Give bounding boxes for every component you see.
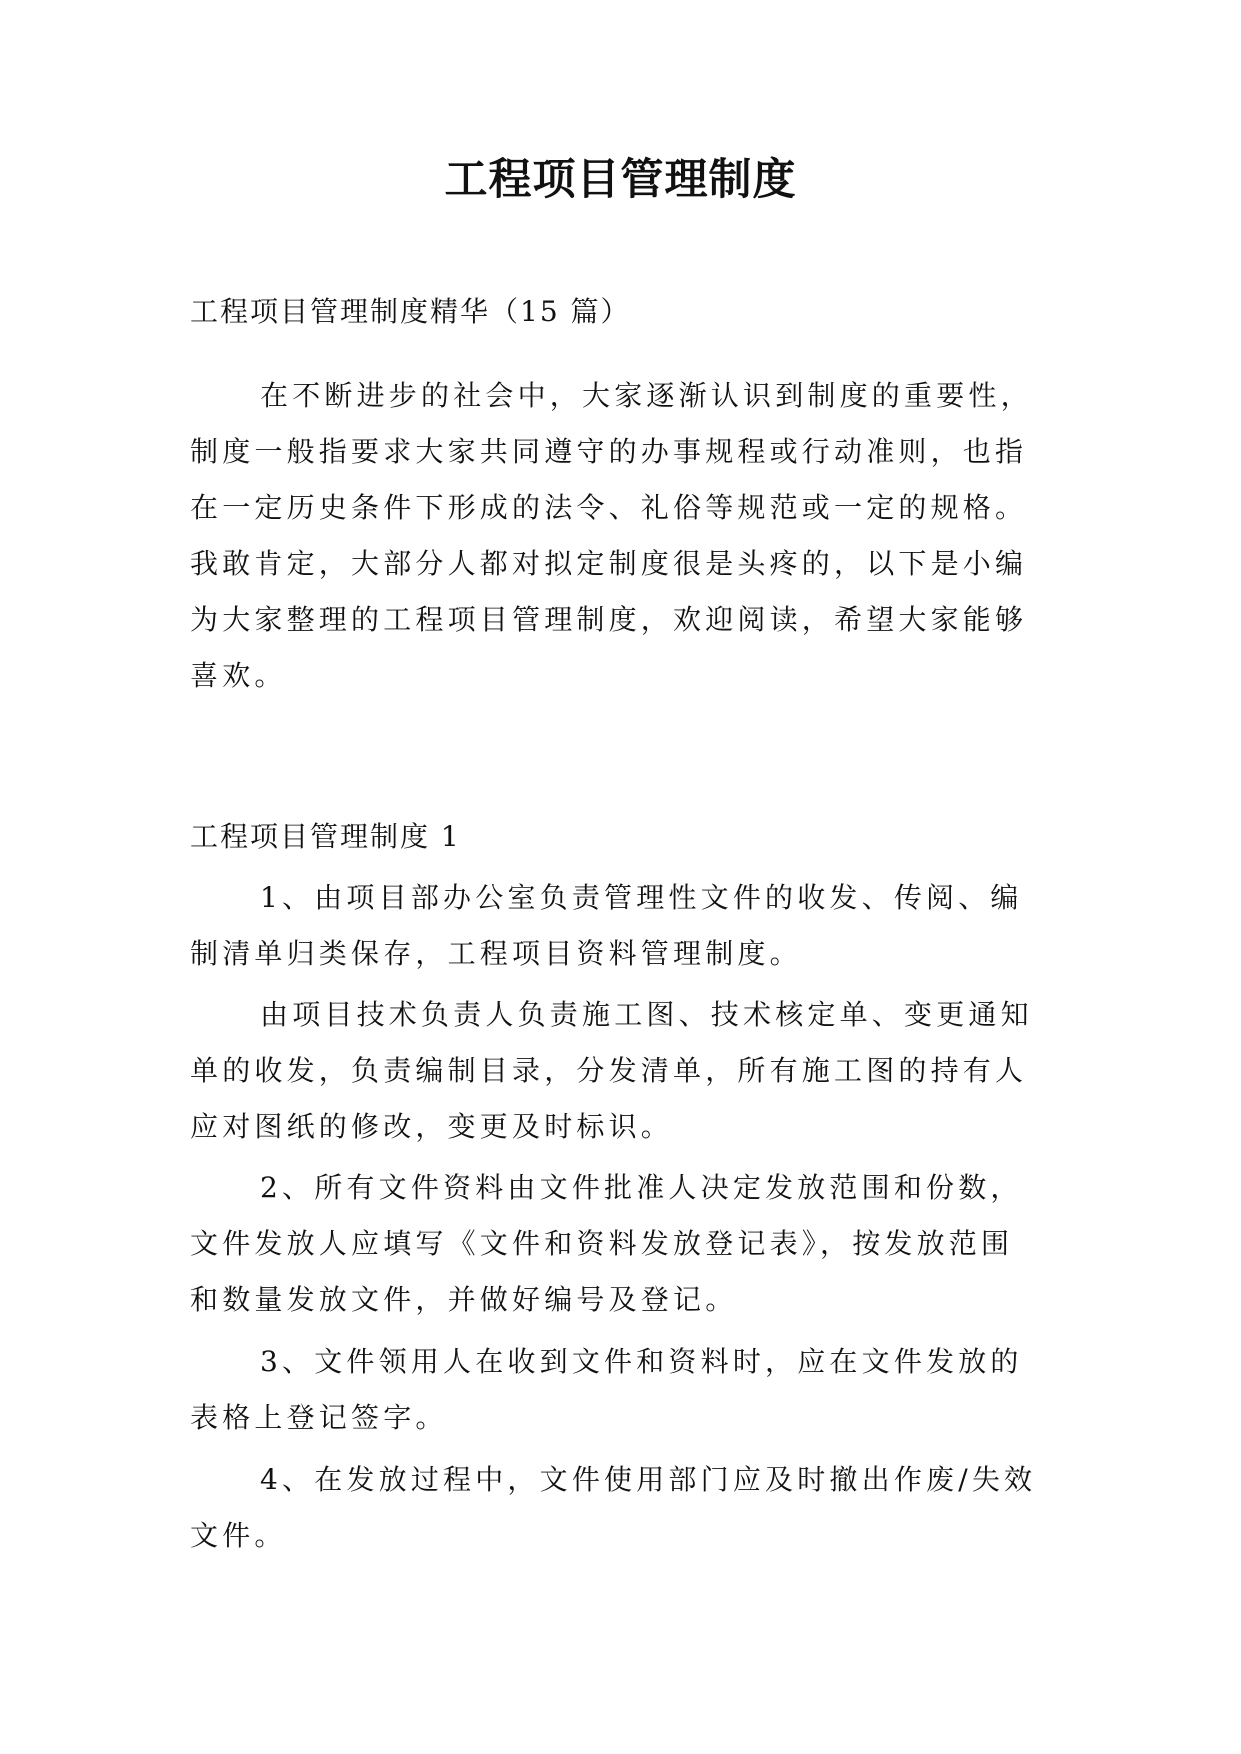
body-line: 表格上登记签字。 (190, 1401, 448, 1434)
body-line: 4、在发放过程中，文件使用部门应及时撤出作废/失效 (260, 1463, 1037, 1496)
body-line: 文件发放人应填写《文件和资料发放登记表》，按发放范围 (190, 1227, 1014, 1260)
body-line: 应对图纸的修改，变更及时标识。 (190, 1110, 674, 1143)
intro-line: 喜欢。 (190, 659, 287, 692)
body-line: 1、由项目部办公室负责管理性文件的收发、传阅、编 (260, 881, 1023, 914)
body-line: 制清单归类保存，工程项目资料管理制度。 (190, 937, 802, 970)
intro-line: 在一定历史条件下形成的法令、礼俗等规范或一定的规格。 (190, 491, 1028, 524)
body-line: 单的收发，负责编制目录，分发清单，所有施工图的持有人 (190, 1054, 1028, 1087)
intro-line: 为大家整理的工程项目管理制度，欢迎阅读，希望大家能够 (190, 603, 1028, 636)
intro-line: 制度一般指要求大家共同遵守的办事规程或行动准则，也指 (190, 435, 1028, 468)
document-title: 工程项目管理制度 (444, 155, 797, 205)
section-heading: 工程项目管理制度 1 (190, 820, 461, 853)
body-line: 3、文件领用人在收到文件和资料时，应在文件发放的 (260, 1345, 1023, 1378)
body-line: 文件。 (190, 1519, 287, 1552)
intro-line: 我敢肯定，大部分人都对拟定制度很是头疼的，以下是小编 (190, 547, 1028, 580)
body-line: 由项目技术负责人负责施工图、技术核定单、变更通知 (260, 998, 1033, 1031)
body-line: 和数量发放文件，并做好编号及登记。 (190, 1283, 738, 1316)
intro-line: 在不断进步的社会中，大家逐渐认识到制度的重要性， (260, 379, 1033, 412)
body-line: 2、所有文件资料由文件批准人决定发放范围和份数， (260, 1171, 1023, 1204)
document-subtitle: 工程项目管理制度精华（15 篇） (190, 295, 631, 328)
